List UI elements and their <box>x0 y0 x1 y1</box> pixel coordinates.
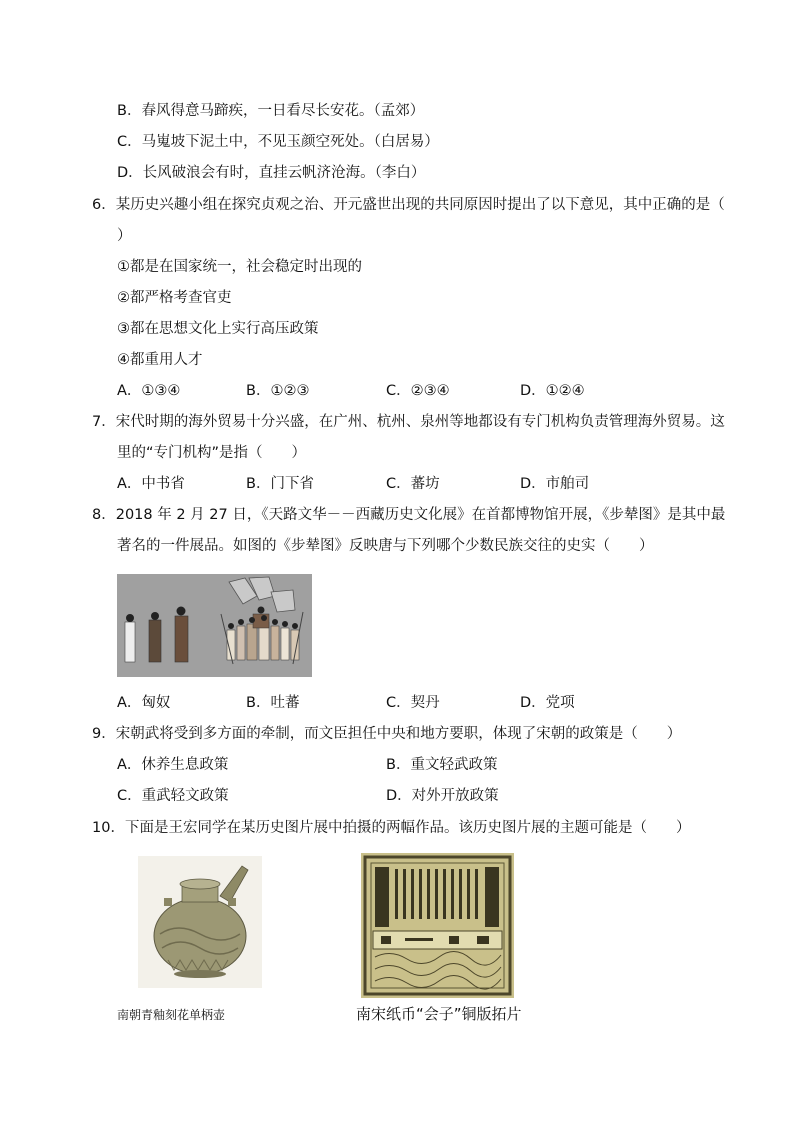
q7-option-b: B．门下省 <box>246 476 314 492</box>
q5-option-b: B．春风得意马蹄疾，一日看尽长安花。（孟郊） <box>117 103 425 119</box>
banknote-caption: 南宋纸币“会子”铜版拓片 <box>356 1005 522 1023</box>
q6-stem-line1: 6．某历史兴趣小组在探究贞观之治、开元盛世出现的共同原因时提出了以下意见，其中正确的是（ <box>92 197 725 213</box>
q6-item-3: ③都在思想文化上实行高压政策 <box>117 321 319 337</box>
q6-item-1: ①都是在国家统一，社会稳定时出现的 <box>117 259 362 275</box>
huizi-banknote-rubbing-image <box>361 853 514 998</box>
q7-stem-line1: 7．宋代时期的海外贸易十分兴盛，在广州、杭州、泉州等地都设有专门机构负责管理海外贸易。这 <box>92 414 725 430</box>
q7-stem-line2: 里的“专门机构”是指（ ） <box>117 445 307 461</box>
q9-option-b: B．重文轻武政策 <box>386 757 498 773</box>
q10-stem: 10．下面是王宏同学在某历史图片展中拍摄的两幅作品。该历史图片展的主题可能是（ ） <box>92 820 691 836</box>
q7-option-c: C．蕃坊 <box>386 476 440 492</box>
q5-option-c: C．马嵬坡下泥土中，不见玉颜空死处。（白居易） <box>117 134 439 150</box>
q9-stem: 9．宋朝武将受到多方面的牵制，而文臣担任中央和地方要职，体现了宋朝的政策是（ ） <box>92 726 682 742</box>
q6-item-4: ④都重用人才 <box>117 352 203 368</box>
q8-stem-line2: 著名的一件展品。如图的《步辇图》反映唐与下列哪个少数民族交往的史实（ ） <box>117 538 654 554</box>
q8-option-c: C．契丹 <box>386 695 440 711</box>
q9-option-d: D．对外开放政策 <box>386 788 499 804</box>
q8-option-b: B．吐蕃 <box>246 695 300 711</box>
celadon-ewer-image <box>138 856 262 988</box>
q9-option-a: A．休养生息政策 <box>117 757 229 773</box>
ewer-caption: 南朝青釉刻花单柄壶 <box>117 1008 226 1022</box>
q6-option-a: A．①③④ <box>117 383 181 399</box>
bunian-tu-painting-image <box>117 574 312 677</box>
q7-option-d: D．市舶司 <box>520 476 590 492</box>
q8-option-d: D．党项 <box>520 695 575 711</box>
q6-item-2: ②都严格考查官吏 <box>117 290 232 306</box>
q8-option-a: A．匈奴 <box>117 695 171 711</box>
q7-option-a: A．中书省 <box>117 476 185 492</box>
q6-stem-line2: ） <box>117 228 132 244</box>
q9-option-c: C．重武轻文政策 <box>117 788 229 804</box>
q6-option-c: C．②③④ <box>386 383 450 399</box>
q5-option-d: D．长风破浪会有时，直挂云帆济沧海。（李白） <box>117 165 426 181</box>
q8-stem-line1: 8．2018 年 2 月 27 日，《天路文华－－西藏历史文化展》在首都博物馆开展，《步辇图》是其中最 <box>92 507 726 523</box>
q6-option-d: D．①②④ <box>520 383 585 399</box>
q6-option-b: B．①②③ <box>246 383 310 399</box>
